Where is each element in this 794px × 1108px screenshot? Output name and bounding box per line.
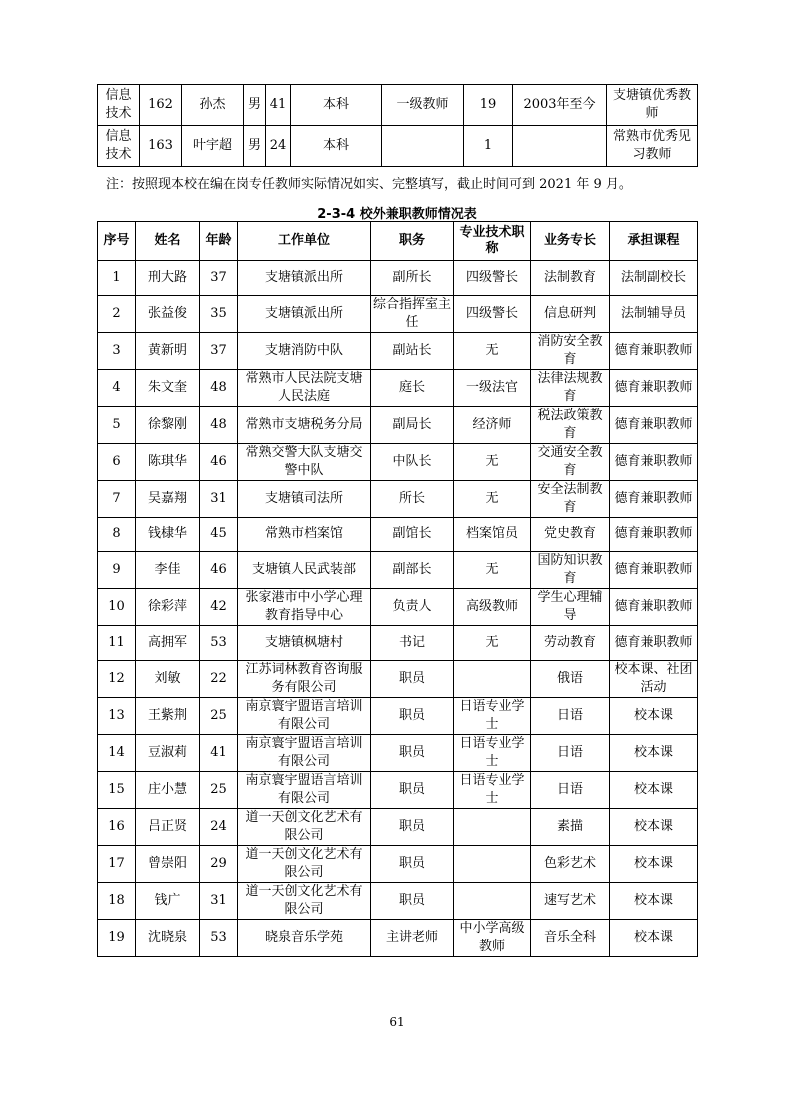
table-cell: 1 [98, 261, 136, 296]
table-cell: 高拥军 [136, 626, 200, 661]
table-cell: 副所长 [371, 261, 454, 296]
table-cell: 常熟市优秀见习教师 [607, 126, 698, 167]
table-cell: 42 [200, 589, 238, 626]
teacher-table-continued [97, 84, 698, 167]
table-cell: 税法政策教育 [531, 406, 610, 443]
table-note: 注：按照现本校在编在岗专任教师实际情况如实、完整填写，截止时间可到 2021 年 9 月。 [106, 177, 632, 192]
table-cell: 41 [200, 734, 238, 771]
table-row [98, 734, 698, 771]
table-cell: 无 [454, 332, 531, 369]
table-cell: 6 [98, 443, 136, 480]
table-cell: 校本课 [610, 771, 698, 808]
table-cell: 负责人 [371, 589, 454, 626]
table-row [98, 480, 698, 517]
table-cell: 法制辅导员 [610, 295, 698, 332]
table-cell: 3 [98, 332, 136, 369]
table-cell: 吴嘉翔 [136, 480, 200, 517]
table-cell: 48 [200, 369, 238, 406]
table-cell: 德育兼职教师 [610, 552, 698, 589]
table-cell: 速写艺术 [531, 882, 610, 919]
table-cell: 信息研判 [531, 295, 610, 332]
table-cell: 李佳 [136, 552, 200, 589]
table-cell: 德育兼职教师 [610, 443, 698, 480]
table-cell: 钱广 [136, 882, 200, 919]
table-cell: 王紫荆 [136, 697, 200, 734]
table-cell: 俄语 [531, 660, 610, 697]
table-row [98, 261, 698, 296]
table-cell: 副馆长 [371, 517, 454, 552]
column-header: 专业技术职称 [454, 222, 531, 261]
table-cell: 刘敏 [136, 660, 200, 697]
table-cell: 男 [244, 126, 266, 167]
table-cell: 德育兼职教师 [610, 589, 698, 626]
page-number: 61 [389, 1015, 405, 1029]
table-row [98, 697, 698, 734]
table-cell: 书记 [371, 626, 454, 661]
table-cell: 19 [464, 85, 513, 126]
table-cell: 张家港市中小学心理教育指导中心 [238, 589, 371, 626]
table-cell: 所长 [371, 480, 454, 517]
table-cell: 37 [200, 261, 238, 296]
table-cell: 支塘镇枫塘村 [238, 626, 371, 661]
table-cell: 11 [98, 626, 136, 661]
table-cell: 法律法规教育 [531, 369, 610, 406]
table-cell: 交通安全教育 [531, 443, 610, 480]
table-cell: 信息技术 [98, 126, 140, 167]
table-cell: 日语 [531, 734, 610, 771]
table-cell: 日语专业学士 [454, 734, 531, 771]
table-cell: 吕正贤 [136, 808, 200, 845]
table-cell: 南京寰宇盟语言培训有限公司 [238, 771, 371, 808]
table-cell: 张益俊 [136, 295, 200, 332]
table-cell: 职员 [371, 845, 454, 882]
table-cell: 29 [200, 845, 238, 882]
table-cell: 无 [454, 443, 531, 480]
table-cell: 色彩艺术 [531, 845, 610, 882]
table-cell: 163 [140, 126, 182, 167]
table-cell: 南京寰宇盟语言培训有限公司 [238, 734, 371, 771]
table-row [98, 443, 698, 480]
table-row [98, 919, 698, 956]
table-cell: 江苏词林教育咨询服务有限公司 [238, 660, 371, 697]
table-cell: 校本课 [610, 919, 698, 956]
table-cell: 校本课 [610, 845, 698, 882]
table-cell: 支塘镇优秀教师 [607, 85, 698, 126]
table-row [98, 406, 698, 443]
part-time-teacher-table [97, 221, 698, 957]
column-header: 序号 [98, 222, 136, 261]
column-header: 年龄 [200, 222, 238, 261]
table-cell: 9 [98, 552, 136, 589]
table-cell: 道一天创文化艺术有限公司 [238, 882, 371, 919]
table-cell: 一级法官 [454, 369, 531, 406]
table-cell: 15 [98, 771, 136, 808]
table-cell: 4 [98, 369, 136, 406]
table-cell: 副部长 [371, 552, 454, 589]
table-cell: 一级教师 [382, 85, 464, 126]
table-cell: 徐彩萍 [136, 589, 200, 626]
table-cell: 无 [454, 480, 531, 517]
table-cell: 副站长 [371, 332, 454, 369]
table-cell: 经济师 [454, 406, 531, 443]
table-cell: 南京寰宇盟语言培训有限公司 [238, 697, 371, 734]
table-cell: 沈晓泉 [136, 919, 200, 956]
table-cell: 校本课 [610, 697, 698, 734]
table-cell: 法制教育 [531, 261, 610, 296]
table-cell: 2 [98, 295, 136, 332]
table-cell: 职员 [371, 734, 454, 771]
table-cell [382, 126, 464, 167]
table-cell: 22 [200, 660, 238, 697]
table-cell: 19 [98, 919, 136, 956]
table-cell: 支塘镇人民武装部 [238, 552, 371, 589]
table-cell: 7 [98, 480, 136, 517]
table-cell: 5 [98, 406, 136, 443]
table-row [98, 517, 698, 552]
table-cell: 信息技术 [98, 85, 140, 126]
column-header: 承担课程 [610, 222, 698, 261]
column-header: 姓名 [136, 222, 200, 261]
table-cell: 1 [464, 126, 513, 167]
table-cell: 48 [200, 406, 238, 443]
table-cell: 24 [266, 126, 291, 167]
table-row [98, 126, 698, 167]
table-cell: 41 [266, 85, 291, 126]
table-cell: 无 [454, 626, 531, 661]
table-cell [454, 882, 531, 919]
table-cell: 本科 [291, 85, 382, 126]
table-caption: 2-3-4 校外兼职教师情况表 [317, 207, 477, 222]
table-cell: 副局长 [371, 406, 454, 443]
table-cell [454, 845, 531, 882]
table-cell: 校本课、社团活动 [610, 660, 698, 697]
table-cell: 支塘消防中队 [238, 332, 371, 369]
table-cell: 常熟市支塘税务分局 [238, 406, 371, 443]
table-cell: 主讲老师 [371, 919, 454, 956]
table-cell: 24 [200, 808, 238, 845]
table-row [98, 808, 698, 845]
table-cell: 常熟交警大队支塘交警中队 [238, 443, 371, 480]
table-cell: 德育兼职教师 [610, 406, 698, 443]
table-row [98, 845, 698, 882]
table-cell: 道一天创文化艺术有限公司 [238, 808, 371, 845]
table-cell: 校本课 [610, 808, 698, 845]
table-row [98, 589, 698, 626]
table-header-row [98, 222, 698, 261]
table-cell: 14 [98, 734, 136, 771]
table-cell: 男 [244, 85, 266, 126]
table-row [98, 85, 698, 126]
table-cell: 53 [200, 626, 238, 661]
table-cell: 本科 [291, 126, 382, 167]
table-cell: 四级警长 [454, 295, 531, 332]
table-cell: 校本课 [610, 882, 698, 919]
table-cell: 职员 [371, 882, 454, 919]
table-row [98, 882, 698, 919]
table-cell: 中小学高级教师 [454, 919, 531, 956]
table-cell: 陈琪华 [136, 443, 200, 480]
table-cell: 日语 [531, 771, 610, 808]
table-cell: 校本课 [610, 734, 698, 771]
table-cell: 13 [98, 697, 136, 734]
table-cell: 46 [200, 552, 238, 589]
table-cell: 31 [200, 480, 238, 517]
table-cell: 无 [454, 552, 531, 589]
table-cell: 25 [200, 771, 238, 808]
table-cell: 支塘镇派出所 [238, 295, 371, 332]
table-cell: 音乐全科 [531, 919, 610, 956]
table-cell: 庄小慧 [136, 771, 200, 808]
table-cell: 德育兼职教师 [610, 626, 698, 661]
table-cell: 2003年至今 [513, 85, 607, 126]
table-cell: 45 [200, 517, 238, 552]
table-cell: 钱棣华 [136, 517, 200, 552]
table-cell: 劳动教育 [531, 626, 610, 661]
table-cell: 综合指挥室主任 [371, 295, 454, 332]
column-header: 工作单位 [238, 222, 371, 261]
table-cell: 16 [98, 808, 136, 845]
table-cell: 10 [98, 589, 136, 626]
table-cell: 晓泉音乐学苑 [238, 919, 371, 956]
table-cell: 支塘镇派出所 [238, 261, 371, 296]
table-row [98, 626, 698, 661]
table-cell: 职员 [371, 808, 454, 845]
table-cell: 常熟市人民法院支塘人民法庭 [238, 369, 371, 406]
table-row [98, 660, 698, 697]
table-cell: 常熟市档案馆 [238, 517, 371, 552]
table-row [98, 771, 698, 808]
column-header: 业务专长 [531, 222, 610, 261]
table-cell: 消防安全教育 [531, 332, 610, 369]
table-cell: 日语 [531, 697, 610, 734]
table-cell: 国防知识教育 [531, 552, 610, 589]
table-cell: 叶宇超 [182, 126, 244, 167]
table-cell: 职员 [371, 771, 454, 808]
table-cell: 12 [98, 660, 136, 697]
table-cell: 高级教师 [454, 589, 531, 626]
table-row [98, 369, 698, 406]
table-cell: 法制副校长 [610, 261, 698, 296]
table-row [98, 332, 698, 369]
table-cell: 46 [200, 443, 238, 480]
table-cell [454, 808, 531, 845]
table-cell: 日语专业学士 [454, 771, 531, 808]
table-row [98, 552, 698, 589]
table-cell: 支塘镇司法所 [238, 480, 371, 517]
table-cell: 中队长 [371, 443, 454, 480]
table-cell: 31 [200, 882, 238, 919]
table-cell: 庭长 [371, 369, 454, 406]
table-cell: 17 [98, 845, 136, 882]
table-cell: 职员 [371, 660, 454, 697]
table-cell: 德育兼职教师 [610, 332, 698, 369]
table-cell: 25 [200, 697, 238, 734]
table-cell: 35 [200, 295, 238, 332]
table-cell: 刑大路 [136, 261, 200, 296]
table-cell: 8 [98, 517, 136, 552]
table-cell: 党史教育 [531, 517, 610, 552]
table-cell: 档案馆员 [454, 517, 531, 552]
table-cell: 37 [200, 332, 238, 369]
table-cell: 德育兼职教师 [610, 480, 698, 517]
table-cell: 曾崇阳 [136, 845, 200, 882]
table-cell: 孙杰 [182, 85, 244, 126]
table-cell: 豆淑莉 [136, 734, 200, 771]
table-cell [454, 660, 531, 697]
table-cell: 162 [140, 85, 182, 126]
table-cell: 18 [98, 882, 136, 919]
table-cell: 德育兼职教师 [610, 517, 698, 552]
table-cell [513, 126, 607, 167]
table-cell: 四级警长 [454, 261, 531, 296]
table-cell: 职员 [371, 697, 454, 734]
table-cell: 德育兼职教师 [610, 369, 698, 406]
table-cell: 53 [200, 919, 238, 956]
table-cell: 安全法制教育 [531, 480, 610, 517]
table-cell: 日语专业学士 [454, 697, 531, 734]
table-cell: 朱文奎 [136, 369, 200, 406]
column-header: 职务 [371, 222, 454, 261]
table-cell: 学生心理辅导 [531, 589, 610, 626]
table-row [98, 295, 698, 332]
table-cell: 道一天创文化艺术有限公司 [238, 845, 371, 882]
table-cell: 黄新明 [136, 332, 200, 369]
table-cell: 素描 [531, 808, 610, 845]
table-cell: 徐黎刚 [136, 406, 200, 443]
